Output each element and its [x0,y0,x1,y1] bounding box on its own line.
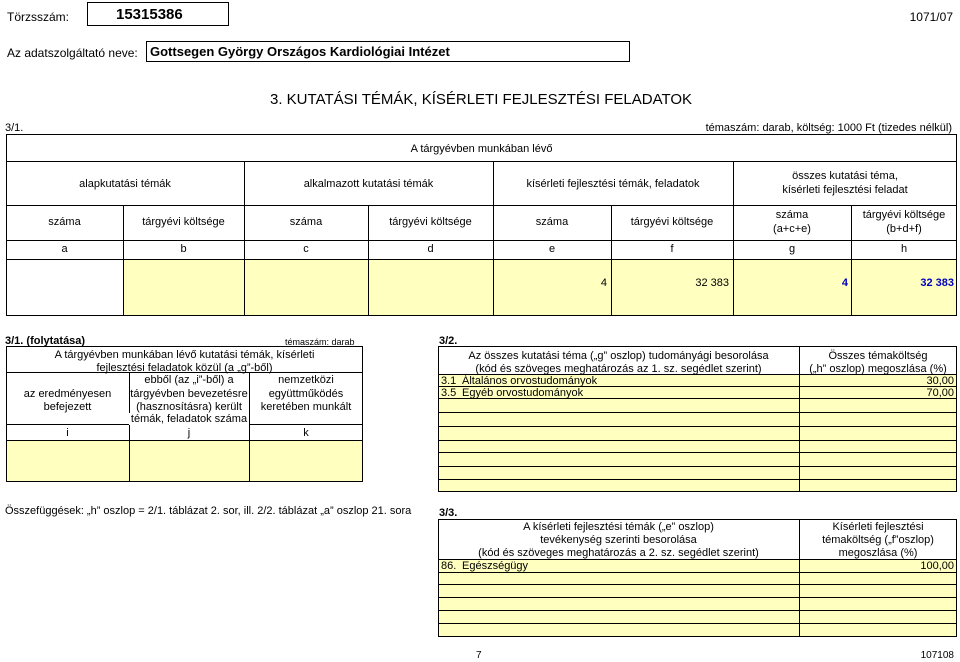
t32-head-left-2: (kód és szöveges meghatározás az 1. sz. segédlet szerint) [475,363,762,375]
t31b-col-k-2: együttműködés [268,388,344,400]
t32-row2-value: 70,00 [926,387,954,399]
t31b-col-k-1: nemzetközi [278,374,334,386]
t31-letter-h: h [900,243,908,255]
t33-row1-code: 86. [441,560,457,572]
t31-value-f: 32 383 [695,277,729,289]
t31-value-g: 4 [841,277,848,289]
t32-head-left-1: Az összes kutatási téma („g” oszlop) tudományági besorolása [468,350,769,362]
section-title: 3. KUTATÁSI TÉMÁK, KÍSÉRLETI FEJLESZTÉSI FELADATOK [270,91,693,108]
t31-group-osszes-1: összes kutatási téma, [792,170,898,182]
t31b-col-j-1: ebből (az „i”-ből) a [144,374,234,386]
t33-head-left-1: A kísérleti fejlesztési témák („e” oszlop) [523,521,714,533]
t33-head-right-1: Kísérleti fejlesztési [832,521,924,533]
t31-col-c-header: száma [289,216,323,228]
t31-value-h: 32 383 [920,277,954,289]
t32-row2-name: Egyéb orvostudományok [462,387,584,399]
t31-col-a-header: száma [48,216,81,228]
t31b-title: 3/1. (folytatása) [5,335,86,347]
t31-col-h-formula: (b+d+f) [886,223,922,235]
t31-note: témaszám: darab, költség: 1000 Ft (tizedes nélkül) [705,122,952,134]
t31-col-e-header: száma [535,216,569,228]
torzsszam-value: 15315386 [116,6,183,23]
t31b-note: témaszám: darab [285,337,355,347]
t31-col-d-header: tárgyévi költsége [389,216,472,228]
t31-letter-c: c [303,243,309,255]
t31-letter-b: b [180,243,187,255]
t31b-letter-j: j [187,427,191,439]
t31b-col-k-3: keretében munkált [260,401,352,413]
t31-group-kiserleti: kísérleti fejlesztési témák, feladatok [526,178,700,190]
t31-letter-a: a [61,243,68,255]
t31b-head-1: A tárgyévben munkában lévő kutatási témák, kísérleti [54,349,315,361]
provider-label: Az adatszolgáltató neve: [7,46,138,60]
t32-row1-value: 30,00 [926,375,954,387]
t31-col-h-header: tárgyévi költsége [862,209,946,221]
t33-code: 3/3. [439,507,458,519]
t31-group-alkalmazott: alkalmazott kutatási témák [303,178,434,190]
t31-group-alap: alapkutatási témák [79,178,171,190]
t31b-head-2: fejlesztési feladatok közül (a „g”-ből) [96,362,273,374]
form-code: 1071/07 [909,10,953,24]
t33-row1-name: Egészségügy [462,560,529,572]
t32-row1-name: Általános orvostudományok [462,375,598,387]
provider-field [146,41,630,62]
t32-row2-code: 3.5 [441,387,457,399]
t31b-col-j-2: tárgyévben bevezetésre [130,388,248,400]
t31-col-b-header: tárgyévi költsége [142,216,225,228]
t32-code: 3/2. [439,335,458,347]
footnote: Összefüggések: „h” oszlop = 2/1. táblázat 2. sor, ill. 2/2. táblázat „a” oszlop 21. sora [5,505,412,517]
t31-col-g-formula: (a+c+e) [773,223,811,235]
t31-code: 3/1. [5,122,24,134]
t31b-letter-k: k [303,427,309,439]
t31b-letter-i: i [66,427,69,439]
t33-head-right-2: témaköltség („f”oszlop) [822,534,934,546]
torzsszam-label: Törzsszám: [7,10,70,24]
t31-col-g-header: száma [775,209,809,221]
t31b-col-j-3: (hasznosításra) került [136,401,242,413]
t31-letter-f: f [670,243,674,255]
page-number: 7 [476,650,482,661]
t33-head-right-3: megoszlása (%) [838,547,918,559]
t31b-col-i-2: befejezett [43,401,92,413]
torzsszam-field [87,2,229,26]
t32-head-right-2: („h” oszlop) megoszlása (%) [809,363,947,375]
t33-head-left-3: (kód és szöveges meghatározás a 2. sz. segédlet szerint) [478,547,759,559]
t31-group-osszes-2: kísérleti fejlesztési feladat [782,184,908,196]
footer-code: 107108 [920,650,954,661]
t31-letter-e: e [548,243,556,255]
t31-letter-d: d [427,243,434,255]
t33-row1-value: 100,00 [920,560,954,572]
t31-col-f-header: tárgyévi költsége [630,216,714,228]
t33-head-left-2: tevékenység szerinti besorolása [540,534,697,546]
t31b-data-area [7,440,362,481]
t31-letter-g: g [788,243,796,255]
t31-value-e: 4 [600,277,607,289]
t31b-col-i-1: az eredményesen [23,388,112,400]
provider-value: Gottsegen György Országos Kardiológiai Intézet [150,44,450,59]
t31b-sub: témák, feladatok száma [130,413,248,425]
t32-row1-code: 3.1 [441,375,457,387]
t31-top-header: A tárgyévben munkában lévő [410,143,553,155]
t32-head-right-1: Összes témaköltség [828,350,928,362]
